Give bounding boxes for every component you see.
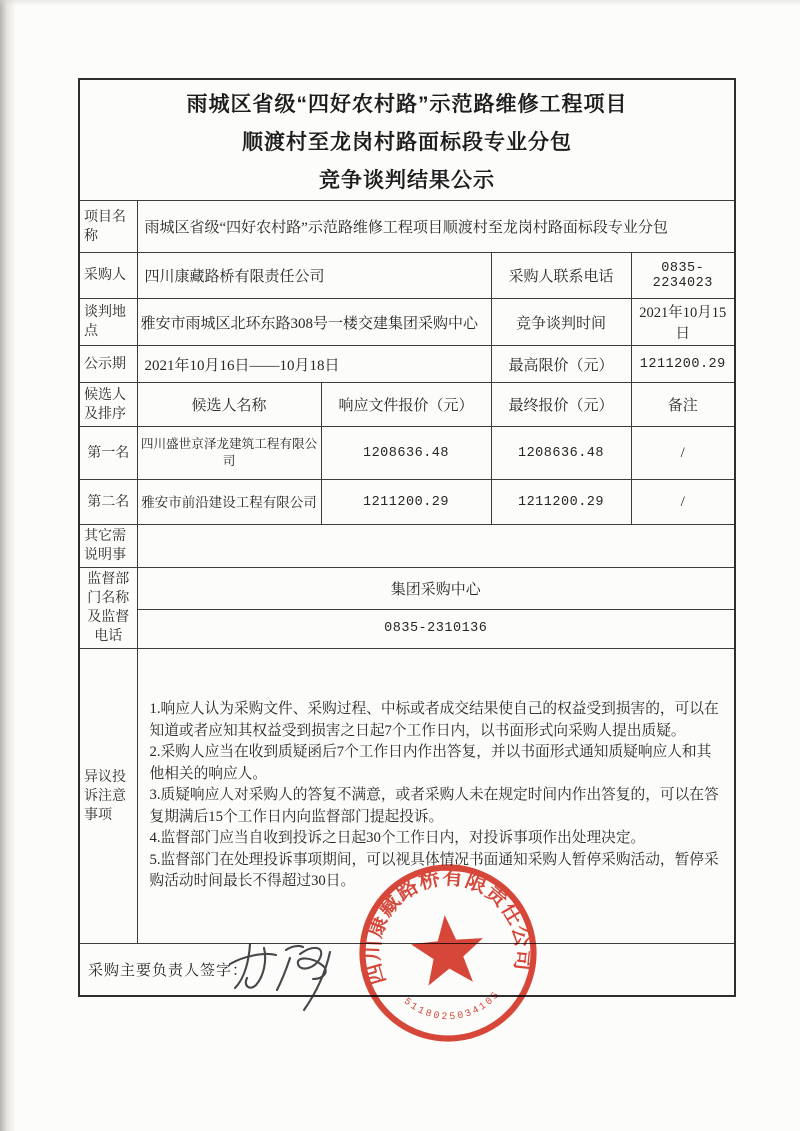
supervision-label: 监督部门名称及监督电话 <box>79 568 137 649</box>
purchaser-row <box>79 253 735 299</box>
candidate-1-name: 四川盛世京泽龙建筑工程有限公司 <box>137 427 321 480</box>
scan-page-edge <box>0 0 16 1131</box>
purchaser-value: 四川康藏路桥有限责任公司 <box>137 253 491 299</box>
publicity-period-value: 2021年10月16日——10月18日 <box>137 346 491 383</box>
purchaser-phone-value: 0835-2234023 <box>631 253 735 299</box>
title-line-3: 竞争谈判结果公示 <box>319 169 496 192</box>
candidates-final-price-header: 最终报价（元） <box>491 383 631 427</box>
signature-cell <box>79 944 735 996</box>
max-price-label: 最高限价（元） <box>491 346 631 383</box>
negotiation-place-value: 雅安市雨城区北环东路308号一楼交建集团采购中心 <box>137 299 491 346</box>
signature-row <box>79 944 735 996</box>
candidates-response-price-header: 响应文件报价（元） <box>321 383 491 427</box>
publicity-period-row <box>79 346 735 383</box>
seal-registration-number: 5118025034105 <box>401 988 503 1023</box>
signature-label: 采购主要负责人签字： <box>88 962 249 979</box>
seal-company-name: 四川康藏路桥有限责任公司 <box>360 864 537 988</box>
objection-item-5: 5.监督部门在处理投诉事项期间，可以视具体情况书面通知采购人暂停采购活动，暂停采购活动时间最长不得超过30日。 <box>149 851 719 890</box>
candidate-2-final-price: 1211200.29 <box>491 480 631 525</box>
candidates-rank-header: 候选人及排序 <box>79 383 137 427</box>
objection-text <box>137 649 735 944</box>
max-price-value: 1211200.29 <box>631 346 735 383</box>
candidate-2-name: 雅安市前沿建设工程有限公司 <box>137 480 321 525</box>
candidate-2-rank: 第二名 <box>79 480 137 525</box>
publicity-period-label: 公示期 <box>79 346 137 383</box>
supervision-phone-row <box>79 609 735 649</box>
other-notes-row <box>79 525 735 568</box>
other-notes-label: 其它需说明事 <box>79 525 137 568</box>
candidate-row-1 <box>79 427 735 480</box>
title-line-1: 雨城区省级“四好农村路”示范路维修工程项目 <box>186 93 628 116</box>
candidate-1-rank: 第一名 <box>79 427 137 480</box>
candidate-1-final-price: 1208636.48 <box>491 427 631 480</box>
purchaser-phone-label: 采购人联系电话 <box>491 253 631 299</box>
negotiation-place-row <box>79 299 735 346</box>
supervision-phone-value: 0835-2310136 <box>137 609 735 649</box>
candidates-name-header: 候选人名称 <box>137 383 321 427</box>
candidates-remark-header: 备注 <box>631 383 735 427</box>
supervision-department-row <box>79 568 735 610</box>
title-row <box>79 79 735 201</box>
candidate-2-response-price: 1211200.29 <box>321 480 491 525</box>
project-name-value: 雨城区省级“四好农村路”示范路维修工程项目顺渡村至龙岗村路面标段专业分包 <box>137 201 735 253</box>
project-name-label: 项目名称 <box>79 201 137 253</box>
candidate-2-remark: / <box>631 480 735 525</box>
objection-label: 异议投诉注意事项 <box>79 649 137 944</box>
candidate-1-remark: / <box>631 427 735 480</box>
project-name-row <box>79 201 735 253</box>
document-title <box>79 79 735 201</box>
other-notes-value <box>137 525 735 568</box>
announcement-table <box>78 78 736 997</box>
candidate-1-response-price: 1208636.48 <box>321 427 491 480</box>
objection-item-3: 3.质疑响应人对采购人的答复不满意，或者采购人未在规定时间内作出答复的，可以在答复期满后15个工作日内向监督部门提起投诉。 <box>149 787 719 825</box>
candidates-header-row <box>79 383 735 427</box>
objection-row <box>79 649 735 944</box>
candidate-row-2 <box>79 480 735 525</box>
negotiation-time-label: 竞争谈判时间 <box>491 299 631 346</box>
title-line-2: 顺渡村至龙岗村路面标段专业分包 <box>242 131 573 154</box>
scan-top-shadow <box>0 0 800 6</box>
negotiation-time-value: 2021年10月15日 <box>631 299 735 346</box>
objection-item-2: 2.采购人应当在收到质疑函后7个工作日内作出答复，并以书面形式通知质疑响应人和其他相关的响应人。 <box>149 744 712 782</box>
objection-item-4: 4.监督部门应当自收到投诉之日起30个工作日内，对投诉事项作出处理决定。 <box>149 830 646 847</box>
purchaser-label: 采购人 <box>79 253 137 299</box>
objection-item-1: 1.响应人认为采购文件、采购过程、中标或者成交结果使自己的权益受到损害的，可以在知道或者应知其权益受到损害之日起7个工作日内，以书面形式向采购人提出质疑。 <box>149 701 719 739</box>
supervision-department-value: 集团采购中心 <box>137 568 735 610</box>
negotiation-place-label: 谈判地点 <box>79 299 137 346</box>
